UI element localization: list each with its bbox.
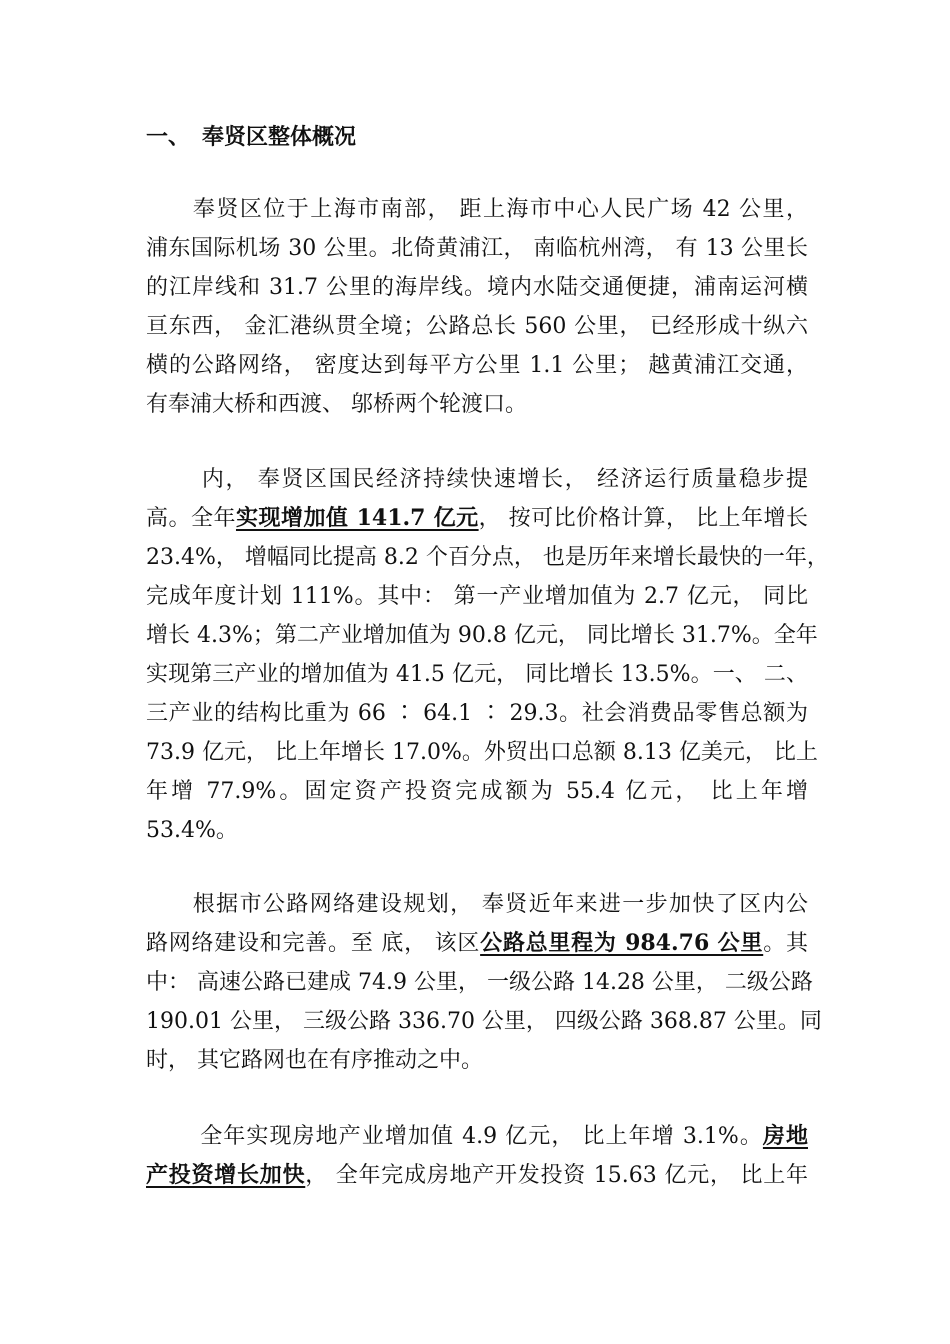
paragraph-line: 时， 其它路网也在有序推动之中。 xyxy=(146,1048,483,1073)
paragraph-line: 53.4%。 xyxy=(146,818,238,843)
line-text: 。其 xyxy=(763,931,808,956)
paragraph-line: 有奉浦大桥和西渡、 邬桥两个轮渡口。 xyxy=(146,392,527,417)
paragraph-line: 浦东国际机场 30 公里。北倚黄浦江， 南临杭州湾， 有 13 公里长 xyxy=(146,236,808,261)
paragraph-real-estate xyxy=(146,1117,808,1195)
paragraph-line xyxy=(146,924,808,963)
paragraph-line xyxy=(146,499,808,538)
line-text: 路网络建设和完善。至 底， 该区 xyxy=(146,931,481,956)
highlight-added-value: 实现增加值 141.7 亿元 xyxy=(235,505,479,531)
paragraph-line: 年增 77.9%。固定资产投资完成额为 55.4 亿元， 比上年增 xyxy=(146,779,808,804)
line-text: 全年实现房地产业增加值 4.9 亿元， 比上年增 3.1%。 xyxy=(146,1124,763,1149)
paragraph-line xyxy=(146,1117,808,1156)
paragraph-line: 增长 4.3%；第二产业增加值为 90.8 亿元， 同比增长 31.7%。全年 xyxy=(146,623,818,648)
paragraph-line: 奉贤区位于上海市南部， 距上海市中心人民广场 42 公里， xyxy=(146,197,808,222)
paragraph-line: 实现第三产业的增加值为 41.5 亿元， 同比增长 13.5%。一、 二、 xyxy=(146,662,808,687)
paragraph-line: 根据市公路网络建设规划， 奉贤近年来进一步加快了区内公 xyxy=(146,892,808,917)
section-number: 一、 xyxy=(146,125,191,150)
paragraph-line: 横的公路网络， 密度达到每平方公里 1.1 公里； 越黄浦江交通， xyxy=(146,353,808,378)
paragraph-line: 中： 高速公路已建成 74.9 公里， 一级公路 14.28 公里， 二级公路 xyxy=(146,970,813,995)
section-title: 奉贤区整体概况 xyxy=(202,125,357,150)
paragraph-line: 完成年度计划 111%。其中： 第一产业增加值为 2.7 亿元， 同比 xyxy=(146,584,808,609)
paragraph-roads xyxy=(146,885,822,1080)
paragraph-line: 23.4%， 增幅同比提高 8.2 个百分点， 也是历年来增长最快的一年， xyxy=(146,545,829,570)
line-text: ， 全年完成房地产开发投资 15.63 亿元， 比上年 xyxy=(305,1163,808,1188)
paragraph-location xyxy=(146,190,808,424)
paragraph-line: 190.01 公里， 三级公路 336.70 公里， 四级公路 368.87 公里。同 xyxy=(146,1009,822,1034)
highlight-real-estate: 产投资增长加快 xyxy=(146,1162,306,1188)
paragraph-line: 73.9 亿元， 比上年增长 17.0%。外贸出口总额 8.13 亿美元， 比上 xyxy=(146,740,818,765)
line-text: ， 按可比价格计算， 比上年增长 xyxy=(478,506,808,531)
paragraph-line: 内， 奉贤区国民经济持续快速增长， 经济运行质量稳步提 xyxy=(146,467,808,492)
highlight-road-length: 公路总里程为 984.76 公里 xyxy=(480,930,764,956)
paragraph-line xyxy=(146,1156,808,1195)
paragraph-line: 三产业的结构比重为 66 ∶ 64.1 ∶ 29.3。社会消费品零售总额为 xyxy=(146,701,808,726)
paragraph-line: 亘东西， 金汇港纵贯全境；公路总长 560 公里， 已经形成十纵六 xyxy=(146,314,808,339)
paragraph-line: 的江岸线和 31.7 公里的海岸线。境内水陆交通便捷，浦南运河横 xyxy=(146,275,808,300)
section-heading xyxy=(146,120,356,156)
line-text: 高。全年 xyxy=(146,506,236,531)
paragraph-economy xyxy=(146,460,829,850)
highlight-real-estate: 房地 xyxy=(762,1123,808,1149)
